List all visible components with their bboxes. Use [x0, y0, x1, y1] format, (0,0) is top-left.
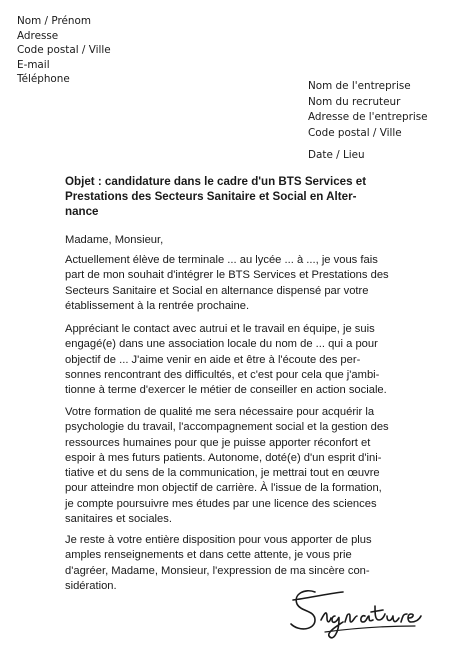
sender-postal-city: Code postal / Ville	[17, 44, 111, 57]
paragraph-line: sonnes rencontrant des difficultés, et c'est pour cela que j'ambi-	[65, 368, 380, 381]
paragraph-intro	[65, 253, 425, 314]
date-place: Date / Lieu	[308, 149, 365, 161]
paragraph-line: tiative et du sens de la communication, je mettrai tout en œuvre	[65, 467, 380, 480]
paragraph-line: engagé(e) dans une association locale du nom de ... qui a pour	[65, 338, 378, 351]
paragraph-line: établissement à la rentrée prochaine.	[65, 299, 250, 312]
paragraph-line: Appréciant le contact avec autrui et le travail en équipe, je suis	[65, 323, 375, 335]
paragraph-line: je compte poursuivre mes études par une licence des sciences	[65, 497, 377, 510]
paragraph-line: Je reste à votre entière disposition pour vous apporter de plus	[65, 534, 372, 546]
sender-email: E-mail	[17, 58, 50, 71]
recipient-recruiter: Nom du recruteur	[308, 95, 401, 108]
sender-phone: Téléphone	[17, 73, 70, 86]
handwritten-signature	[285, 580, 425, 650]
paragraph-line: psychologie du travail, l'accompagnement social et la gestion des	[65, 421, 389, 434]
paragraph-line: sidération.	[65, 579, 117, 592]
paragraph-motivation	[65, 322, 425, 398]
subject-line: nance	[65, 205, 99, 219]
recipient-address: Adresse de l'entreprise	[308, 111, 428, 124]
recipient-company: Nom de l'entreprise	[308, 80, 411, 92]
paragraph-line: amples renseignements et dans cette attente, je vous prie	[65, 549, 352, 562]
paragraph-line: d'agréer, Madame, Monsieur, l'expression de ma sincère con-	[65, 564, 370, 577]
paragraph-line: part de mon souhait d'intégrer le BTS Services et Prestations des	[65, 269, 389, 282]
sender-block	[17, 14, 111, 87]
recipient-postal-city: Code postal / Ville	[308, 126, 402, 139]
paragraph-line: tionne à terme d'exercer le métier de conseiller en action sociale.	[65, 384, 387, 397]
paragraph-line: ressources humaines pour que je puisse apporter réconfort et	[65, 436, 371, 449]
paragraph-line: Secteurs Sanitaire et Social en alternance dispensé par votre	[65, 284, 369, 297]
subject-line: Objet : candidature dans le cadre d'un BTS Services et	[65, 175, 367, 188]
subject-line: Prestations des Secteurs Sanitaire et Social en Alter-	[65, 190, 357, 204]
paragraph-training	[65, 405, 425, 527]
sender-address: Adresse	[17, 29, 59, 42]
paragraph-line: pour atteindre mon objectif de carrière. À l'issue de la formation,	[65, 482, 382, 495]
paragraph-line: sanitaires et sociales.	[65, 513, 172, 526]
letter-subject	[65, 174, 415, 220]
paragraph-line: objectif de ... J'aime venir en aide et être à l'écoute des per-	[65, 353, 361, 366]
salutation: Madame, Monsieur,	[65, 234, 164, 246]
recipient-block	[308, 79, 428, 141]
paragraph-line: Votre formation de qualité me sera nécessaire pour acquérir la	[65, 406, 375, 418]
paragraph-line: Actuellement élève de terminale ... au lycée ... à ..., je vous fais	[65, 254, 378, 266]
paragraph-line: espoir à mes futurs patients. Autonome, doté(e) d'un esprit d'ini-	[65, 451, 382, 464]
sender-name: Nom / Prénom	[17, 15, 91, 27]
